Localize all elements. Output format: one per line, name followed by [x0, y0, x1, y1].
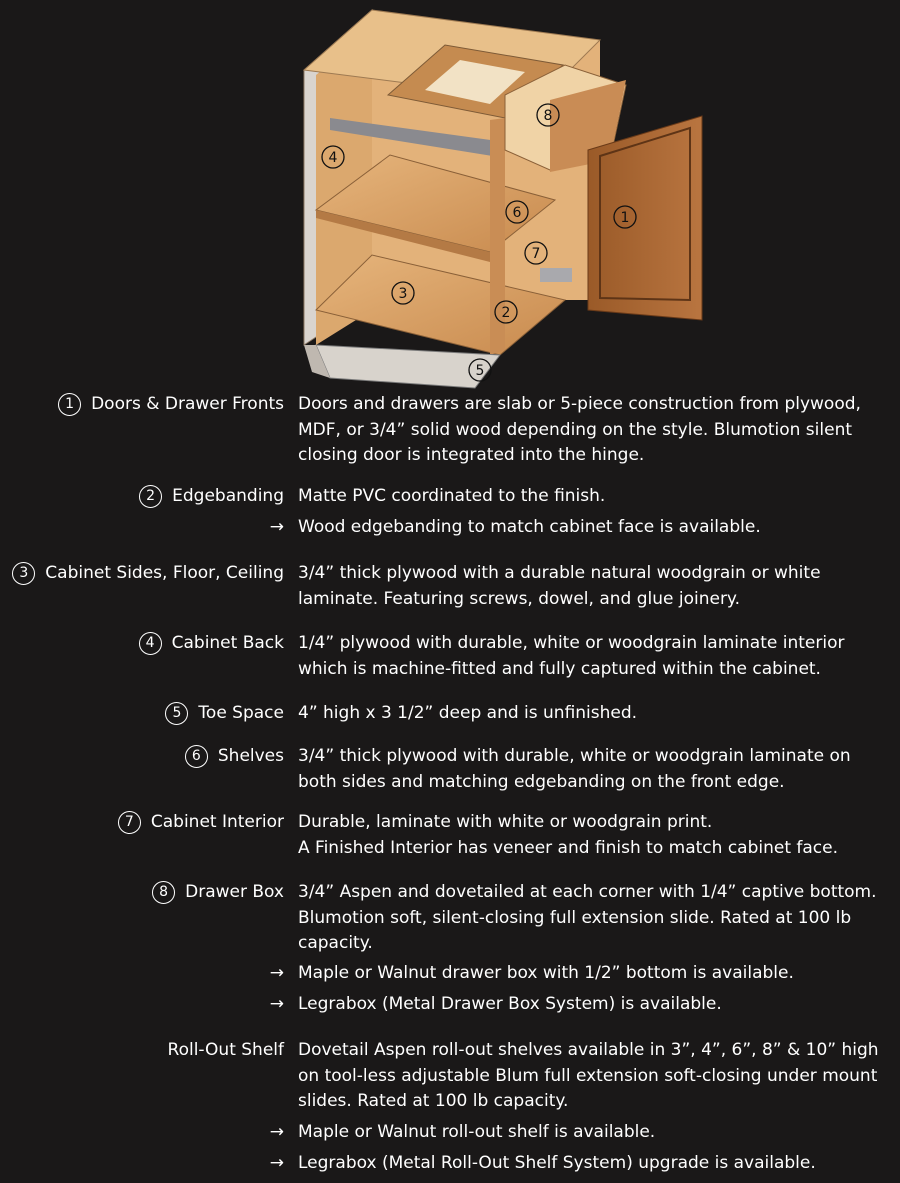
feature-label: 2 Edgebanding [139, 484, 284, 510]
arrow-icon: → [269, 1153, 284, 1173]
callout-1: 1 [620, 210, 630, 226]
number-badge: 8 [152, 881, 175, 904]
number-badge: 2 [139, 485, 162, 508]
feature-description: 3/4” thick plywood with a durable natural woodgrain or white laminate. Featuring screws, dowel, and glue joinery. [298, 563, 821, 609]
feature-description: Matte PVC coordinated to the finish. [298, 486, 606, 506]
feature-description: Durable, laminate with white or woodgrain print. A Finished Interior has veneer and finish to match cabinet face. [298, 812, 839, 858]
feature-label: 8 Drawer Box [152, 880, 284, 906]
callout-7: 7 [531, 246, 541, 262]
callout-6: 6 [512, 205, 522, 221]
callout-3: 3 [398, 286, 408, 302]
callout-8: 8 [543, 108, 553, 124]
feature-label: 3 Cabinet Sides, Floor, Ceiling [12, 561, 284, 587]
option-description: Wood edgebanding to match cabinet face is available. [298, 517, 761, 537]
feature-label: 6 Shelves [185, 744, 284, 770]
cabinet-illustration [0, 0, 900, 395]
callout-5: 5 [475, 363, 485, 379]
feature-description: Dovetail Aspen roll-out shelves available in 3”, 4”, 6”, 8” & 10” high on tool-less adjustable Blum full extension soft-closing under mount slides. Rated at 100 lb capacity. [298, 1040, 879, 1111]
feature-description: 1/4” plywood with durable, white or woodgrain laminate interior which is machine-fitted and fully captured within the cabinet. [298, 633, 845, 679]
arrow-icon: → [269, 994, 284, 1014]
option-description: Legrabox (Metal Drawer Box System) is available. [298, 994, 722, 1014]
option-description: Maple or Walnut drawer box with 1/2” bottom is available. [298, 963, 794, 983]
callout-4: 4 [328, 150, 338, 166]
feature-description: 4” high x 3 1/2” deep and is unfinished. [298, 703, 638, 723]
feature-label: 7 Cabinet Interior [118, 810, 284, 836]
feature-description: 3/4” thick plywood with durable, white or woodgrain laminate on both sides and matching edgebanding on the front edge. [298, 746, 851, 792]
callout-2: 2 [501, 305, 511, 321]
number-badge: 3 [12, 562, 35, 585]
number-badge: 6 [185, 745, 208, 768]
number-badge: 4 [139, 632, 162, 655]
arrow-icon: → [269, 1122, 284, 1142]
option-description: Legrabox (Metal Roll-Out Shelf System) upgrade is available. [298, 1153, 816, 1173]
feature-label: Roll-Out Shelf [167, 1040, 284, 1060]
option-description: Maple or Walnut roll-out shelf is available. [298, 1122, 656, 1142]
feature-label: 1 Doors & Drawer Fronts [58, 392, 284, 418]
number-badge: 5 [165, 702, 188, 725]
feature-label: 4 Cabinet Back [139, 631, 284, 657]
feature-label: 5 Toe Space [165, 701, 284, 727]
arrow-icon: → [269, 963, 284, 983]
feature-description: Doors and drawers are slab or 5-piece construction from plywood, MDF, or 3/4” solid wood depending on the style. Blumotion silent closing door is integrated into the hinge. [298, 394, 861, 465]
number-badge: 7 [118, 811, 141, 834]
arrow-icon: → [269, 517, 284, 537]
feature-description: 3/4” Aspen and dovetailed at each corner with 1/4” captive bottom. Blumotion soft, silent-closing full extension slide. Rated at 100 lb capacity. [298, 882, 877, 953]
number-badge: 1 [58, 393, 81, 416]
